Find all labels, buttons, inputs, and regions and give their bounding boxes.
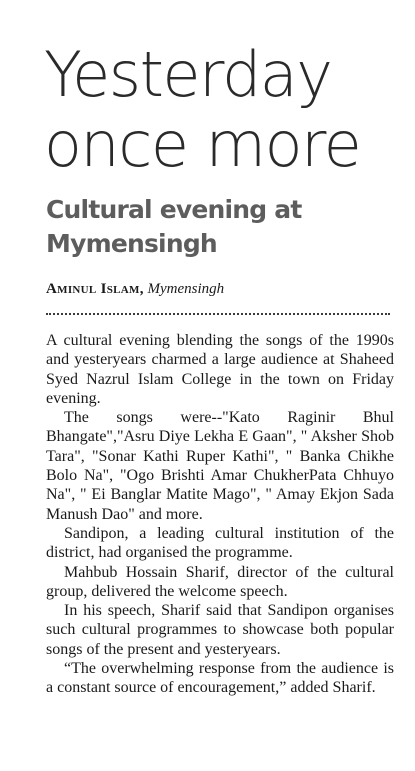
dotted-divider bbox=[46, 313, 390, 315]
article-body bbox=[46, 331, 394, 698]
headline-line-2: once more bbox=[44, 108, 361, 181]
headline bbox=[44, 40, 404, 180]
byline-location: Mymensingh bbox=[147, 281, 225, 297]
byline bbox=[46, 281, 224, 298]
headline-line-1: Yesterday bbox=[44, 38, 332, 111]
article-paragraph-4: Mahbub Hossain Sharif, director of the cultural group, delivered the welcome speech. bbox=[46, 563, 394, 600]
byline-author: Aminul Islam, bbox=[46, 281, 144, 297]
subheadline-line-1: Cultural evening at bbox=[46, 195, 302, 224]
subheadline bbox=[46, 193, 406, 261]
article-paragraph-5: In his speech, Sharif said that Sandipon organises such cultural programmes to showcase both popular songs of the present and yesteryears. bbox=[46, 602, 394, 658]
article-paragraph-6: “The overwhelming response from the audience is a constant source of encouragement,” added Sharif. bbox=[46, 660, 394, 697]
article-paragraph-2: The songs were--"Kato Raginir Bhul Bhangate","Asru Diye Lekha E Gaan", " Aksher Shob Tara", "Sonar Kathi Ruper Kathi", " Banka Chikhe Bolo Na", "Ogo Brishti Amar ChukherPata Chhuyo Na", " Ei Banglar Matite Mago", " Amay Ekjon Sada Manush Dao" and more. bbox=[46, 409, 394, 523]
article-paragraph-1: A cultural evening blending the songs of the 1990s and yesteryears charmed a large audience at Shaheed Syed Nazrul Islam College in the town on Friday evening. bbox=[46, 332, 394, 407]
subheadline-line-2: Mymensingh bbox=[46, 229, 217, 258]
article-paragraph-3: Sandipon, a leading cultural institution of the district, had organised the programme. bbox=[46, 524, 394, 562]
